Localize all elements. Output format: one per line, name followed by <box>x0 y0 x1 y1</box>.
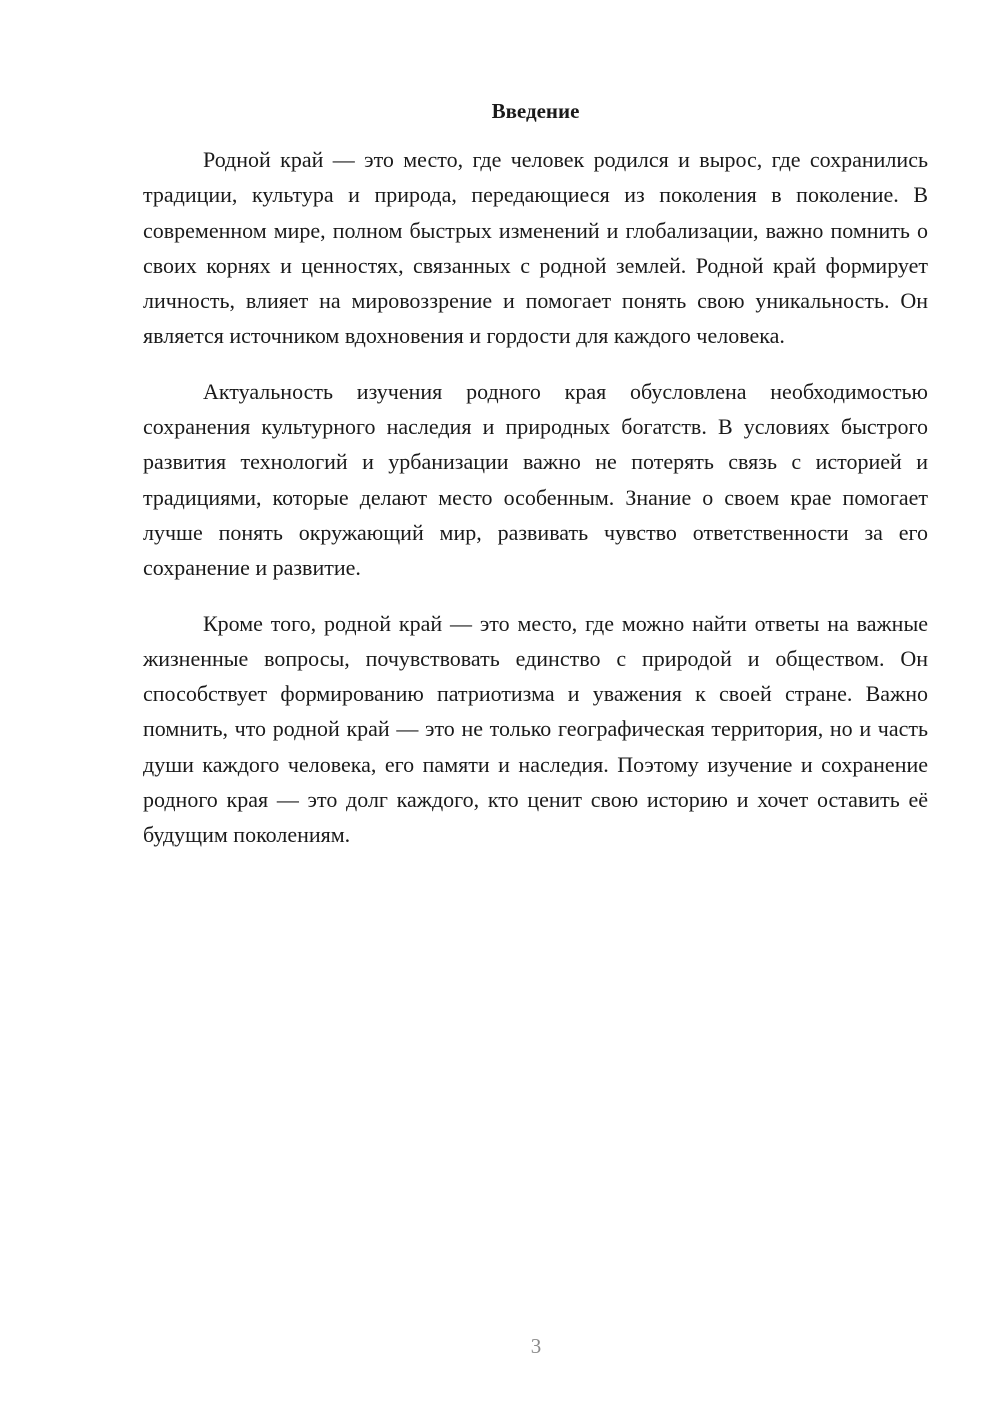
page-number: 3 <box>530 1334 542 1358</box>
section-heading: Введение <box>491 99 580 123</box>
body-text <box>143 142 928 873</box>
paragraph-1: Родной край — это место, где человек родился и вырос, где сохранились традиции, культура и природа, передающиеся из поколения в поколение. В современном мире, полном быстрых изменений и глобализации, важно помнить о своих корнях и ценностях, связанных с родной землей. Родной край формирует личность, влияет на мировоззрение и помогает понять свою уникальность. Он является источником вдохновения и гордости для каждого человека. <box>143 147 928 349</box>
paragraph-2: Актуальность изучения родного края обусловлена необходимостью сохранения культурного наследия и природных богатств. В условиях быстрого развития технологий и урбанизации важно не потерять связь с историей и традициями, которые делают место особенным. Знание о своем крае помогает лучше понять окружающий мир, развивать чувство ответственности за его сохранение и развитие. <box>143 378 928 581</box>
paragraph-3: Кроме того, родной край — это место, где можно найти ответы на важные жизненные вопросы, почувствовать единство с природой и обществом. Он способствует формированию патриотизма и уважения к своей стране. Важно помнить, что родной край — это не только географическая территория, но и часть души каждого человека, его памяти и наследия. Поэтому изучение и сохранение родного края — это долг каждого, кто ценит свою историю и хочет оставить её будущим поколениям. <box>143 610 928 848</box>
